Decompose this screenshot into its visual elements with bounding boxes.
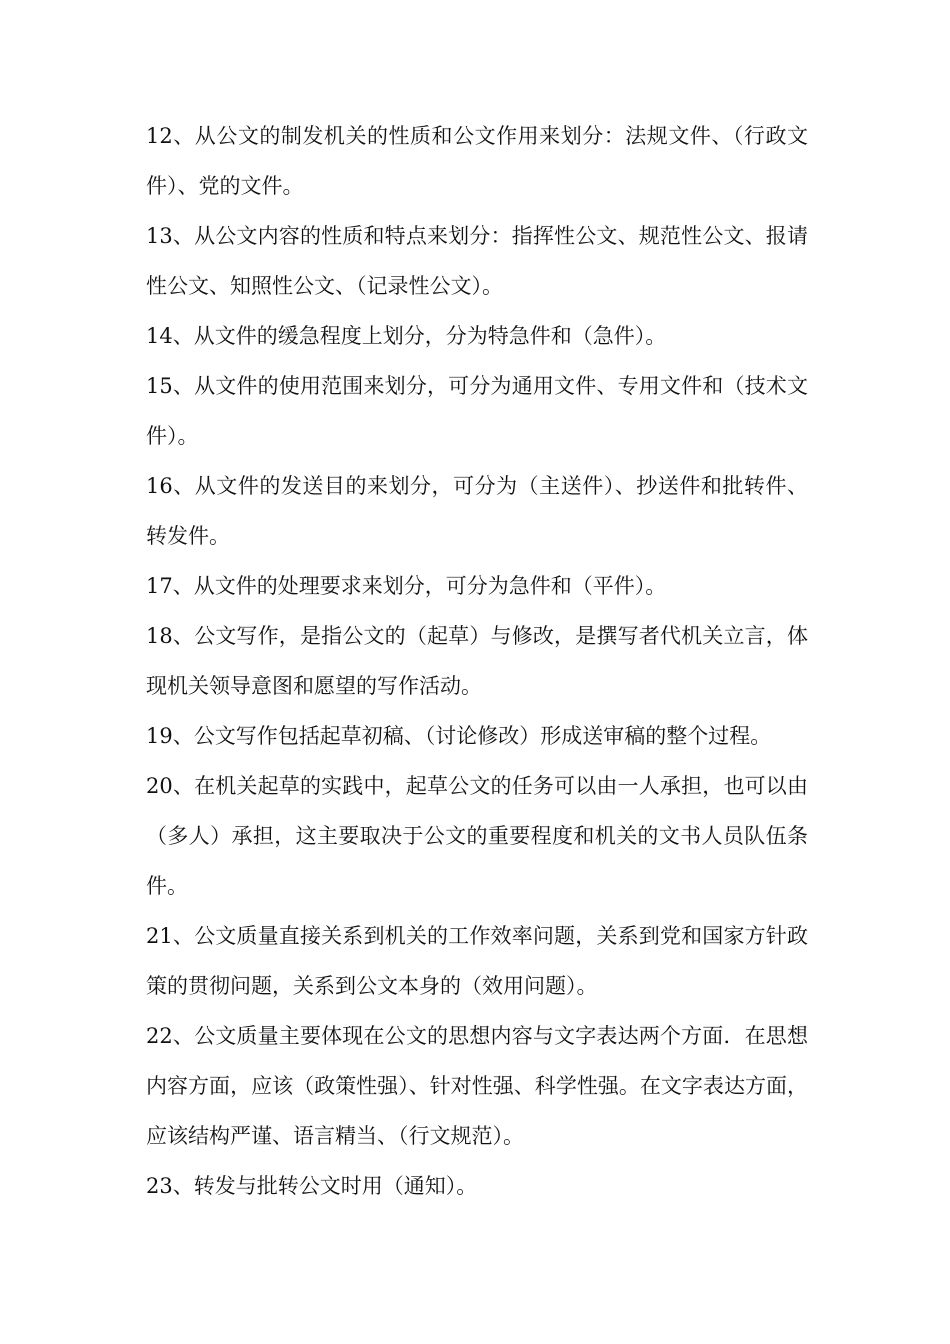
paragraph-22: 22、公文质量主要体现在公文的思想内容与文字表达两个方面．在思想内容方面，应该（政策性强）、针对性强、科学性强。在文字表达方面，应该结构严谨、语言精当、（行文规范）。 <box>146 1024 808 1148</box>
paragraph-12: 12、从公文的制发机关的性质和公文作用来划分：法规文件、（行政文件）、党的文件。 <box>146 124 808 198</box>
paragraph-13: 13、从公文内容的性质和特点来划分：指挥性公文、规范性公文、报请性公文、知照性公文、（记录性公文）。 <box>146 224 808 298</box>
paragraph-21: 21、公文质量直接关系到机关的工作效率问题，关系到党和国家方针政策的贯彻问题，关系到公文本身的（效用问题）。 <box>146 924 808 998</box>
paragraph-17: 17、从文件的处理要求来划分，可分为急件和（平件）。 <box>146 574 667 598</box>
paragraph-19: 19、公文写作包括起草初稿、（讨论修改）形成送审稿的整个过程。 <box>146 724 772 748</box>
paragraph-18: 18、公文写作，是指公文的（起草）与修改，是撰写者代机关立言，体现机关领导意图和愿望的写作活动。 <box>146 624 808 698</box>
document-body <box>146 111 808 1211</box>
paragraph-15: 15、从文件的使用范围来划分，可分为通用文件、专用文件和（技术文件）。 <box>146 374 808 448</box>
paragraph-16: 16、从文件的发送目的来划分，可分为（主送件）、抄送件和批转件、转发件。 <box>146 474 808 548</box>
paragraph-20: 20、在机关起草的实践中，起草公文的任务可以由一人承担，也可以由（多人）承担，这主要取决于公文的重要程度和机关的文书人员队伍条件。 <box>146 774 808 898</box>
paragraph-14: 14、从文件的缓急程度上划分，分为特急件和（急件）。 <box>146 324 667 348</box>
paragraph-23: 23、转发与批转公文时用（通知）。 <box>146 1174 478 1198</box>
